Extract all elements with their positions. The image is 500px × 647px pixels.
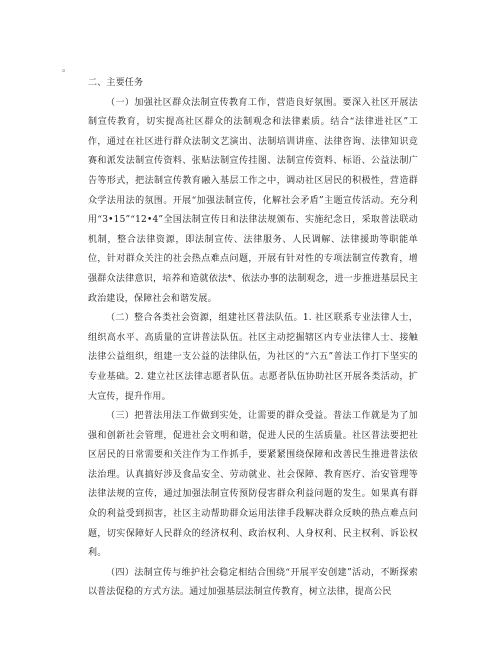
paragraph-3: （三）把普法用法工作做到实处，让需要的群众受益。普法工作就是为了加强和创新社会管理，促进社会文明和谐，促进人民的生活质量。社区普法要把社区居民的日常需要和关注作为工作抓手，要紧紧围绕保障和改善民生推进普法依法治理。认真搞好涉及食品安全、劳动就业、社会保障、教育医疗、治安管理等法律法规的宣传，通过加强法制宣传预防侵害群众利益问题的发生。如果真有群众的利益受到损害，社区主动帮助群众运用法律手段解决群众反映的热点难点问题，切实保障好人民群众的经济权利、政治权利、人身权利、民主权利、诉讼权利。 <box>88 411 418 559</box>
section-heading: 二、主要任务 <box>88 78 144 88</box>
paragraph-4: （四）法制宣传与维护社会稳定相结合围绕“开展平安创建”活动，不断探索以普法促稳的方式方法。通过加强基层法制宣传教育，树立法律，提高公民 <box>88 567 418 598</box>
paragraph-2: （二）整合各类社会资源，组建社区普法队伍。1. 社区联系专业法律人士，组织高水平、高质量的宣讲普法队伍。社区主动挖掘辖区内专业法律人士、接触法律公益组织，组建一支公益的法律队伍，为社区的“六五”普法工作打下坚实的专业基础。2. 建立社区法律志愿者队伍。志愿者队伍协助社区开展各类活动，扩大宣传，提升作用。 <box>88 313 418 402</box>
stray-mark: 。 <box>62 64 72 74</box>
paragraph-1: （一）加强社区群众法制宣传教育工作，营造良好氛围。要深入社区开展法制宣传教育，切实提高社区群众的法制观念和法律素质。结合“法律进社区”工作，通过在社区进行群众法制文艺演出、法制培训讲座、法律咨询、法律知识竞赛和派发法制宣传资料、张贴法制宣传挂图、法制宣传资料、标语、公益法制广告等形式，把法制宣传教育融入基层工作之中，调动社区居民的积极性，营造群众学法用法的氛围。开展“加强法制宣传，化解社会矛盾”主题宣传活动。充分利用“3•15”“12•4”全国法制宣传日和法律法规颁布、实施纪念日，采取普法联动机制，整合法律资源，即法制宣传、法律服务、人民调解、法律援助等职能单位，针对群众关注的社会热点难点问题，开展有针对性的专项法制宣传教育，增强群众法律意识，培养和造就依法*、依法办事的法制观念，进一步推进基层民主政治建设，保障社会和谐发展。 <box>88 97 418 304</box>
document-body <box>88 74 418 603</box>
